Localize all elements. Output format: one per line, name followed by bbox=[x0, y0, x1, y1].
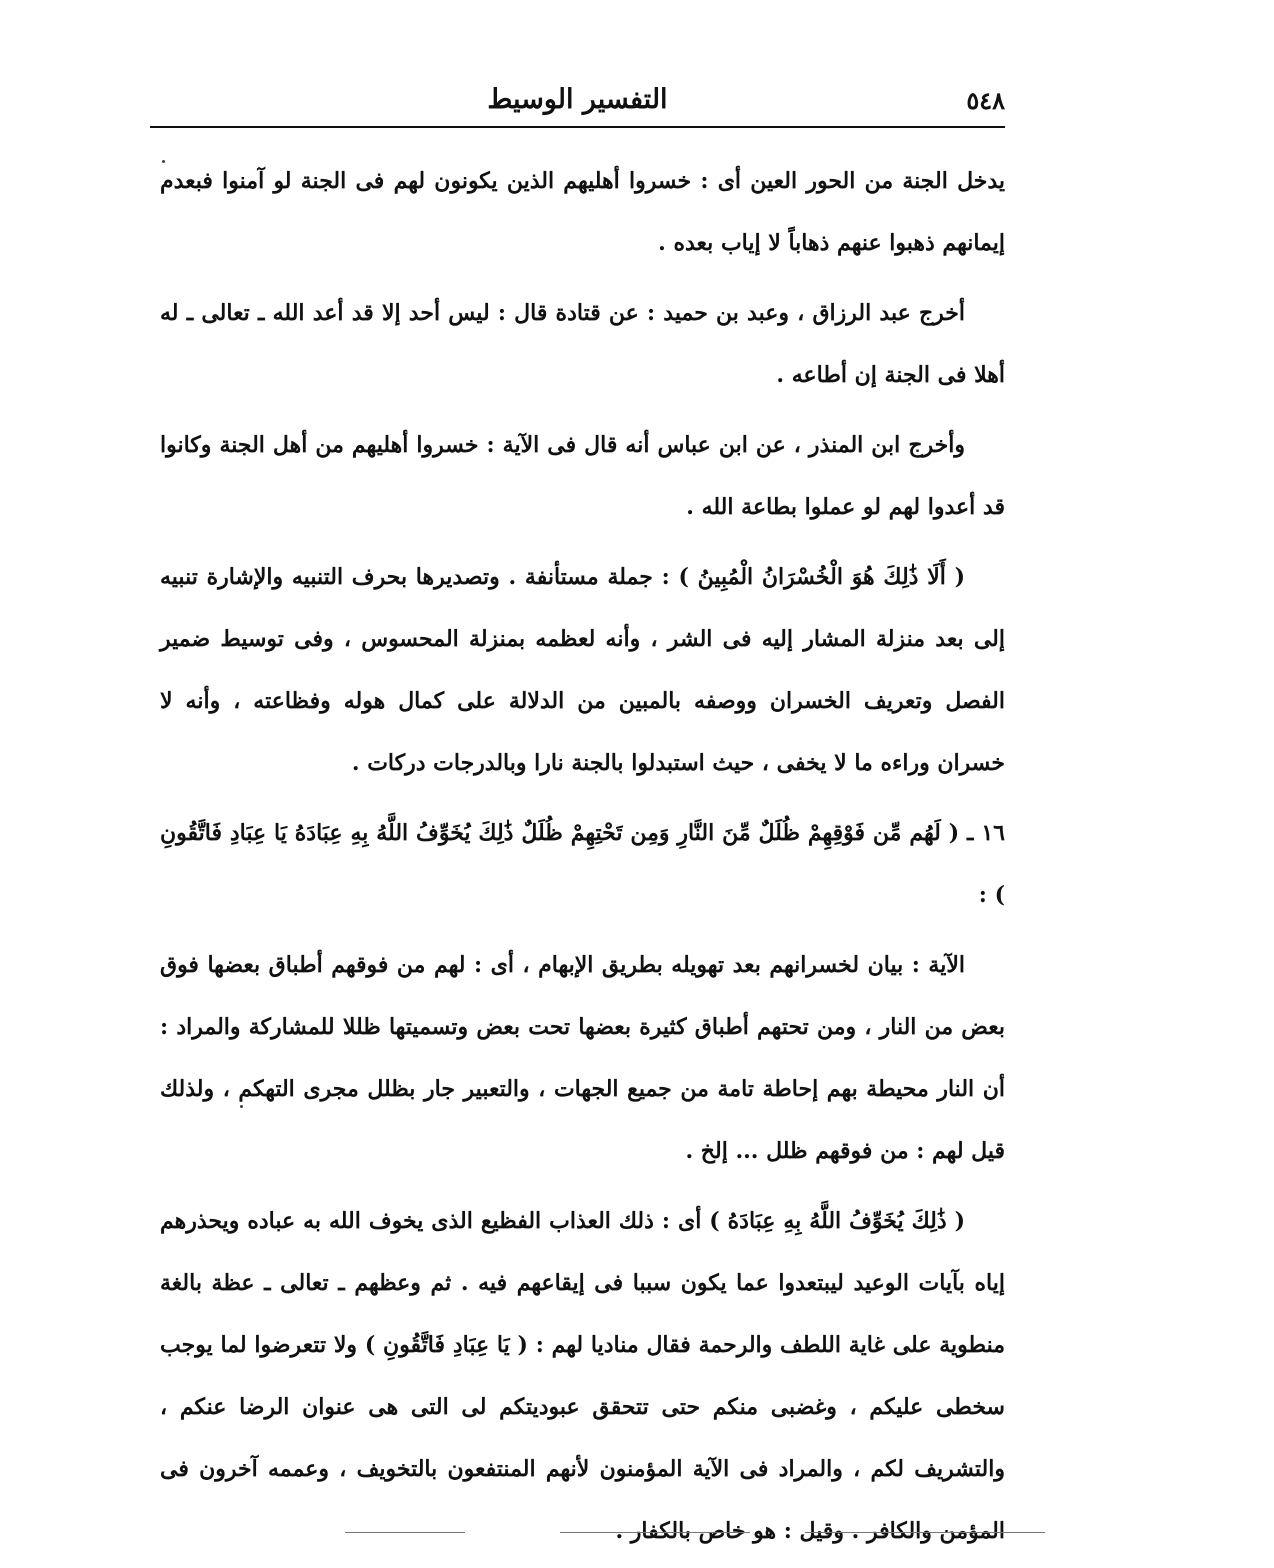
book-title: التفسير الوسيط bbox=[487, 84, 668, 115]
paragraph-qatada-narration: أخرج عبد الرزاق ، وعبد بن حميد : عن قتادة قال : ليس أحد إلا قد أعد الله ـ تعالى ـ له أهلا فى الجنة إن أطاعه . bbox=[160, 300, 1005, 388]
paragraph-continuation: يدخل الجنة من الحور العين أى : خسروا أهليهم الذين يكونون لهم فى الجنة لو آمنوا فبعدم إيمانهم ذهبوا عنهم ذهاباً لا إياب بعده . bbox=[160, 168, 1005, 256]
paragraph-verse-explanation: الآية : بيان لخسرانهم بعد تهويله بطريق الإبهام ، أى : لهم من فوقهم أطباق بعضها فوق بعض من النار ، ومن تحتهم أطباق كثيرة بعضها تحت بعض وتسميتها ظللا للمشاركة والمراد : أن النار محيطة بهم إحاطة تامة من جميع الجهات ، والتعبير جار بظلل مجرى التهكم ، ولذلك قيل لهم : من فوقهم ظلل ... إلخ . bbox=[160, 952, 1005, 1164]
paragraph-warning-commentary: ( ذَٰلِكَ يُخَوِّفُ اللَّهُ بِهِ عِبَادَهُ ) أى : ذلك العذاب الفظيع الذى يخوف الله به عباده ويحذرهم إياه بآيات الوعيد ليبتعدوا عما يكون سببا فى إيقاعهم فيه . ثم وعظهم ـ تعالى ـ عظة بالغة منطوية على غاية اللطف والرحمة فقال مناديا لهم : ( يَا عِبَادِ فَاتَّقُونِ ) ولا تتعرضوا لما يوجب سخطى عليكم ، وغضبى منكم حتى تتحقق عبوديتكم لى التى هى عنوان الرضا عنكم ، والتشريف لكم ، والمراد فى الآية المؤمنون لأنهم المنتفعون بالتخويف ، وعممه آخرون فى المؤمن والكافر . وقيل : هو خاص بالكفار . bbox=[160, 1208, 1005, 1544]
footer-scan-line bbox=[345, 1532, 465, 1533]
page-header bbox=[150, 80, 1005, 128]
scan-speck bbox=[162, 160, 165, 163]
page-number: ٥٤٨ bbox=[966, 86, 1005, 115]
scan-speck bbox=[240, 1105, 243, 1108]
footer-scan-line bbox=[560, 1532, 750, 1533]
page-body bbox=[160, 150, 1005, 1562]
header-divider bbox=[150, 126, 1005, 128]
paragraph-verse-commentary: ( أَلَا ذَٰلِكَ هُوَ الْخُسْرَانُ الْمُبِينُ ) : جملة مستأنفة . وتصديرها بحرف التنبيه والإشارة تنبيه إلى بعد منزلة المشار إليه فى الشر ، وأنه لعظمه بمنزلة المحسوس ، وفى توسيط ضمير الفصل وتعريف الخسران ووصفه بالمبين من الدلالة على كمال هوله وفظاعته ، وأنه لا خسران وراءه ما لا يخفى ، حيث استبدلوا بالجنة نارا وبالدرجات دركات . bbox=[160, 564, 1005, 776]
footer-scan-line bbox=[805, 1532, 1045, 1533]
paragraph-verse-16: ١٦ ـ ( لَهُم مِّن فَوْقِهِمْ ظُلَلٌ مِّنَ النَّارِ وَمِن تَحْتِهِمْ ظُلَلٌ ذَٰلِكَ يُخَوِّفُ اللَّهُ بِهِ عِبَادَهُ يَا عِبَادِ فَاتَّقُونِ ) : bbox=[160, 820, 1005, 908]
paragraph-ibn-abbas-narration: وأخرج ابن المنذر ، عن ابن عباس أنه قال فى الآية : خسروا أهليهم من أهل الجنة وكانوا قد أعدوا لهم لو عملوا بطاعة الله . bbox=[160, 432, 1005, 520]
